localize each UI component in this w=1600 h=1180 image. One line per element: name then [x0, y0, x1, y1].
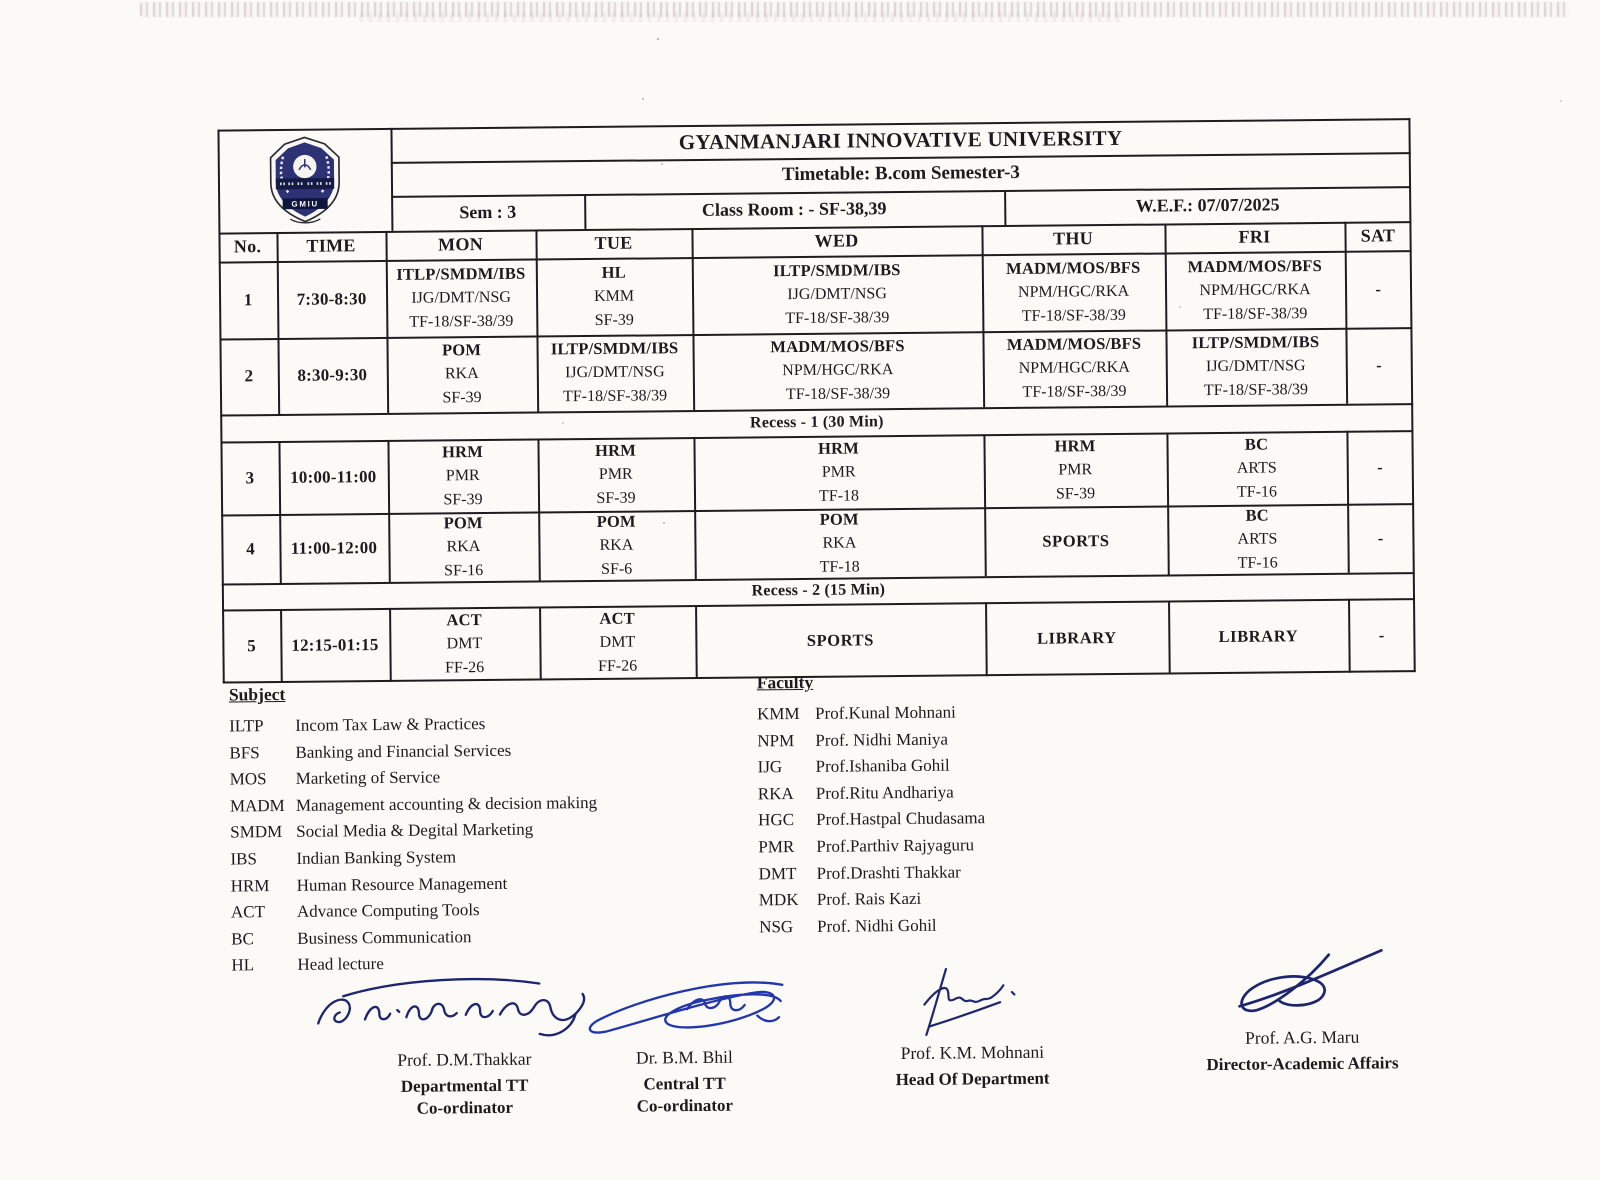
period-time: 7:30-8:30	[296, 288, 367, 309]
slot-thu-period-3	[983, 432, 1167, 507]
period-time: 8:30-9:30	[297, 365, 368, 385]
slot-subjects: HRM	[817, 437, 860, 458]
subject-legend	[229, 679, 752, 979]
signature-bm-bhil	[571, 972, 797, 1046]
legend-name: Prof.Drashti Thakkar	[816, 862, 961, 883]
subject-legend-heading: Subject	[228, 683, 286, 705]
legend-name: Human Resource Management	[296, 873, 508, 895]
slot-faculty: NPM/HGC/RKA	[1199, 280, 1311, 299]
slot-sat-period-1	[1345, 250, 1413, 328]
slot-text: SPORTS	[806, 630, 875, 650]
slot-faculty: NPM/HGC/RKA	[782, 361, 894, 380]
grid-vline	[584, 194, 586, 229]
slot-thu-period-1	[982, 252, 1166, 331]
slot-faculty: IJG/DMT/NSG	[787, 284, 887, 303]
slot-subjects: ILTP/SMDM/IBS	[550, 338, 679, 359]
slot-faculty: NPM/HGC/RKA	[1018, 358, 1130, 377]
slot-tue-period-4	[538, 510, 695, 580]
period-time: 11:00-12:00	[290, 537, 378, 558]
university-title: GYANMANJARI INNOVATIVE UNIVERSITY	[678, 125, 1123, 154]
legend-code: BFS	[229, 742, 260, 763]
legend-name: Indian Banking System	[296, 847, 457, 868]
logo-text: GMIU	[290, 198, 319, 209]
slot-faculty: RKA	[446, 537, 481, 555]
legend-name: Advance Computing Tools	[296, 900, 480, 921]
slot-rooms: SF-39	[1055, 484, 1096, 503]
slot-text: -	[1375, 278, 1382, 298]
faculty-legend-heading: Faculty	[756, 671, 814, 693]
faculty-list	[757, 697, 1219, 941]
signature-block-director	[1161, 946, 1442, 1077]
slot-subjects: POM	[441, 340, 482, 360]
slot-rooms: TF-18	[818, 486, 860, 505]
legend-code: RKA	[757, 783, 794, 804]
day-header-mon: MON	[438, 234, 484, 255]
slot-text: LIBRARY	[1036, 627, 1117, 648]
slot-tue-period-5	[539, 605, 696, 680]
legend-name: Prof. Nidhi Gohil	[817, 915, 937, 936]
slot-mon-period-5	[389, 607, 540, 682]
signatory-name: Prof. K.M. Mohnani	[900, 1041, 1045, 1064]
slot-rooms: TF-18/SF-38/39	[562, 387, 668, 406]
slot-faculty: IJG/DMT/NSG	[564, 363, 665, 382]
classroom-cell: Class Room : - SF-38,39	[701, 198, 887, 220]
slot-thu-period-5	[985, 600, 1169, 676]
slot-wed-period-4	[694, 507, 985, 579]
slot-sat-period-2	[1345, 327, 1413, 404]
semester-cell: Sem : 3	[459, 201, 517, 223]
legend-code: DMT	[758, 863, 797, 883]
slot-rooms: TF-16	[1236, 482, 1278, 501]
slot-fri-period-1	[1165, 251, 1346, 330]
legend-code: ILTP	[229, 716, 264, 736]
legend-name: Head lecture	[297, 954, 384, 975]
slot-faculty: RKA	[599, 536, 634, 554]
slot-faculty: IJG/DMT/NSG	[411, 288, 511, 307]
legend-name: Prof. Rais Kazi	[816, 889, 922, 910]
slot-faculty: ARTS	[1237, 529, 1278, 548]
slot-rooms: TF-18/SF-38/39	[785, 385, 891, 404]
signatory-role-line: Departmental TT	[400, 1075, 529, 1096]
legend-code: IJG	[757, 757, 783, 777]
signature-block-hod	[871, 959, 1072, 1091]
day-header-sat: SAT	[1360, 225, 1396, 246]
slot-faculty: PMR	[598, 465, 633, 483]
slot-text: -	[1377, 527, 1385, 547]
slot-faculty: DMT	[599, 633, 636, 651]
signatory-role-line: Director-Academic Affairs	[1206, 1053, 1399, 1075]
slot-subjects: BC	[1244, 433, 1269, 454]
slot-subjects: MADM/MOS/BFS	[1187, 255, 1323, 276]
legend-code: NPM	[757, 730, 795, 751]
legend-name: Business Communication	[297, 926, 472, 948]
slot-fri-period-4	[1167, 504, 1348, 575]
legend-name: Management accounting & decision making	[295, 792, 598, 815]
slot-thu-period-2	[982, 329, 1166, 407]
slot-mon-period-2	[386, 336, 537, 413]
slot-faculty: ARTS	[1236, 458, 1277, 477]
legend-name: Prof.Kunal Mohnani	[814, 702, 956, 723]
period-time: 10:00-11:00	[290, 466, 377, 487]
day-header-no: No.	[233, 236, 262, 257]
signatory-name: Dr. B.M. Bhil	[635, 1046, 733, 1068]
legend-code: PMR	[758, 837, 795, 857]
period-number: 1	[243, 289, 253, 309]
legend-code: NSG	[759, 916, 794, 937]
slot-subjects: POM	[819, 508, 859, 529]
slot-rooms: FF-26	[444, 659, 485, 677]
day-header-fri: FRI	[1238, 226, 1271, 247]
wef-cell: W.E.F.: 07/07/2025	[1135, 194, 1280, 216]
slot-rooms: TF-18/SF-38/39	[1022, 382, 1127, 401]
day-header-wed: WED	[814, 230, 859, 251]
slot-rooms: TF-18/SF-38/39	[785, 308, 890, 327]
recess-band: Recess - 2 (15 Min)	[751, 581, 886, 600]
slot-faculty: PMR	[821, 462, 856, 481]
slot-tue-period-1	[536, 257, 693, 335]
slot-wed-period-2	[692, 331, 983, 410]
slot-rooms: TF-16	[1237, 553, 1278, 572]
slot-faculty: KMM	[593, 287, 635, 305]
legend-code: HGC	[758, 810, 795, 830]
slot-subjects: POM	[596, 511, 636, 531]
signatory-name: Prof. D.M.Thakkar	[397, 1048, 532, 1070]
day-header-thu: THU	[1052, 228, 1094, 249]
slot-subjects: HRM	[441, 441, 484, 461]
slot-subjects: MADM/MOS/BFS	[1006, 333, 1142, 355]
slot-sat-period-5	[1348, 598, 1416, 673]
slot-sat-period-4	[1347, 503, 1415, 573]
legend-name: Marketing of Service	[295, 767, 441, 789]
legend-item	[759, 910, 1219, 941]
day-header-time: TIME	[306, 235, 356, 256]
legend-name: Prof.Ritu Andhariya	[815, 782, 954, 803]
slot-text: -	[1377, 456, 1384, 476]
logo-cell	[217, 128, 391, 233]
slot-rooms: TF-18/SF-38/39	[1203, 381, 1309, 400]
legend-name: Banking and Financial Services	[295, 740, 512, 762]
legend-code: BC	[231, 929, 255, 949]
slot-faculty: DMT	[446, 635, 483, 653]
legend-name: Prof.Hastpal Chudasama	[816, 808, 986, 830]
period-number: 5	[247, 636, 256, 656]
gmiu-logo	[264, 134, 345, 227]
legend-code: SMDM	[230, 822, 283, 842]
day-header-tue: TUE	[594, 232, 633, 253]
slot-subjects: ILTP/SMDM/IBS	[1191, 332, 1320, 353]
slot-subjects: HRM	[594, 440, 637, 460]
period-number: 4	[246, 538, 255, 558]
slot-mon-period-1	[386, 259, 537, 337]
legend-code: MADM	[229, 795, 285, 816]
slot-sat-period-3	[1346, 430, 1414, 504]
signatory-role-line: Co-ordinator	[416, 1097, 514, 1118]
slot-subjects: MADM/MOS/BFS	[770, 335, 905, 357]
slot-faculty: RKA	[822, 533, 857, 552]
slot-rooms: TF-18/SF-38/39	[1021, 306, 1126, 325]
period-time: 12:15-01:15	[291, 635, 379, 655]
slot-thu-period-4	[984, 505, 1168, 576]
timetable-table	[217, 118, 1415, 683]
signature-km-mohnani	[909, 960, 1035, 1041]
slot-wed-period-3	[693, 434, 984, 510]
legend-name: Prof. Nidhi Maniya	[815, 729, 949, 750]
slot-wed-period-5	[695, 602, 986, 679]
signature-ag-maru	[1211, 946, 1392, 1026]
recess-band: Recess - 1 (30 Min)	[749, 412, 884, 431]
slot-subjects: ILTP/SMDM/IBS	[772, 259, 901, 280]
slot-fri-period-3	[1166, 431, 1347, 506]
legend-name: Social Media & Degital Marketing	[296, 819, 534, 842]
legend-code: KMM	[757, 704, 800, 724]
legend-name: Prof.Parthiv Rajyaguru	[816, 835, 975, 856]
slot-text: SPORTS	[1042, 530, 1110, 551]
slot-faculty: PMR	[445, 466, 480, 484]
legend-code: IBS	[230, 849, 258, 869]
faculty-legend	[757, 668, 1220, 941]
slot-subjects: POM	[443, 512, 483, 532]
slot-subjects: ACT	[599, 608, 635, 628]
legend-code: MOS	[229, 769, 267, 789]
slot-rooms: TF-18/SF-38/39	[409, 312, 514, 331]
slot-fri-period-5	[1168, 599, 1349, 675]
slot-fri-period-2	[1165, 328, 1346, 406]
legend-code: ACT	[230, 902, 266, 922]
period-number: 2	[244, 366, 254, 386]
slot-wed-period-1	[692, 254, 983, 334]
slot-rooms: SF-39	[594, 311, 634, 329]
slot-rooms: SF-39	[443, 490, 483, 508]
grid-vline	[1004, 190, 1006, 225]
slot-faculty: NPM/HGC/RKA	[1017, 282, 1130, 301]
signatory-role-line: Co-ordinator	[636, 1095, 734, 1116]
legend-code: HL	[231, 955, 255, 975]
slot-tue-period-2	[536, 334, 693, 411]
slot-text: LIBRARY	[1218, 626, 1299, 646]
signatory-role-line: Central TT	[643, 1073, 726, 1094]
slot-text: -	[1376, 355, 1383, 375]
slot-rooms: TF-18	[819, 557, 860, 576]
slot-faculty: IJG/DMT/NSG	[1205, 357, 1306, 376]
legend-code: HRM	[230, 875, 270, 896]
signatory-name: Prof. A.G. Maru	[1245, 1026, 1360, 1048]
slot-faculty: RKA	[444, 365, 479, 383]
slot-mon-period-4	[388, 512, 539, 582]
slot-rooms: SF-16	[444, 561, 484, 579]
slot-subjects: MADM/MOS/BFS	[1006, 257, 1141, 278]
slot-rooms: SF-39	[442, 389, 482, 407]
period-number: 3	[245, 467, 255, 487]
legend-name: Prof.Ishaniba Gohil	[815, 755, 950, 777]
slot-subjects: ITLP/SMDM/IBS	[396, 263, 526, 284]
signature-block-central-tt	[579, 972, 790, 1118]
signatory-role-line: Head Of Department	[895, 1068, 1050, 1090]
legend-name: Incom Tax Law & Practices	[295, 714, 486, 735]
slot-tue-period-3	[537, 437, 694, 511]
slot-rooms: SF-39	[596, 489, 636, 507]
slot-subjects: BC	[1245, 504, 1269, 525]
slot-text: -	[1378, 625, 1385, 645]
slot-rooms: SF-6	[601, 560, 633, 578]
timetable-subtitle: Timetable: B.com Semester-3	[781, 161, 1020, 186]
slot-rooms: FF-26	[597, 657, 638, 675]
slot-subjects: HRM	[1054, 435, 1096, 456]
slot-subjects: ACT	[446, 610, 482, 630]
legend-code: MDK	[758, 890, 799, 910]
slot-faculty: PMR	[1058, 460, 1093, 479]
slot-mon-period-3	[387, 439, 538, 513]
slot-rooms: TF-18/SF-38/39	[1203, 304, 1308, 323]
slot-subjects: HL	[601, 262, 627, 282]
subject-list	[229, 708, 752, 979]
